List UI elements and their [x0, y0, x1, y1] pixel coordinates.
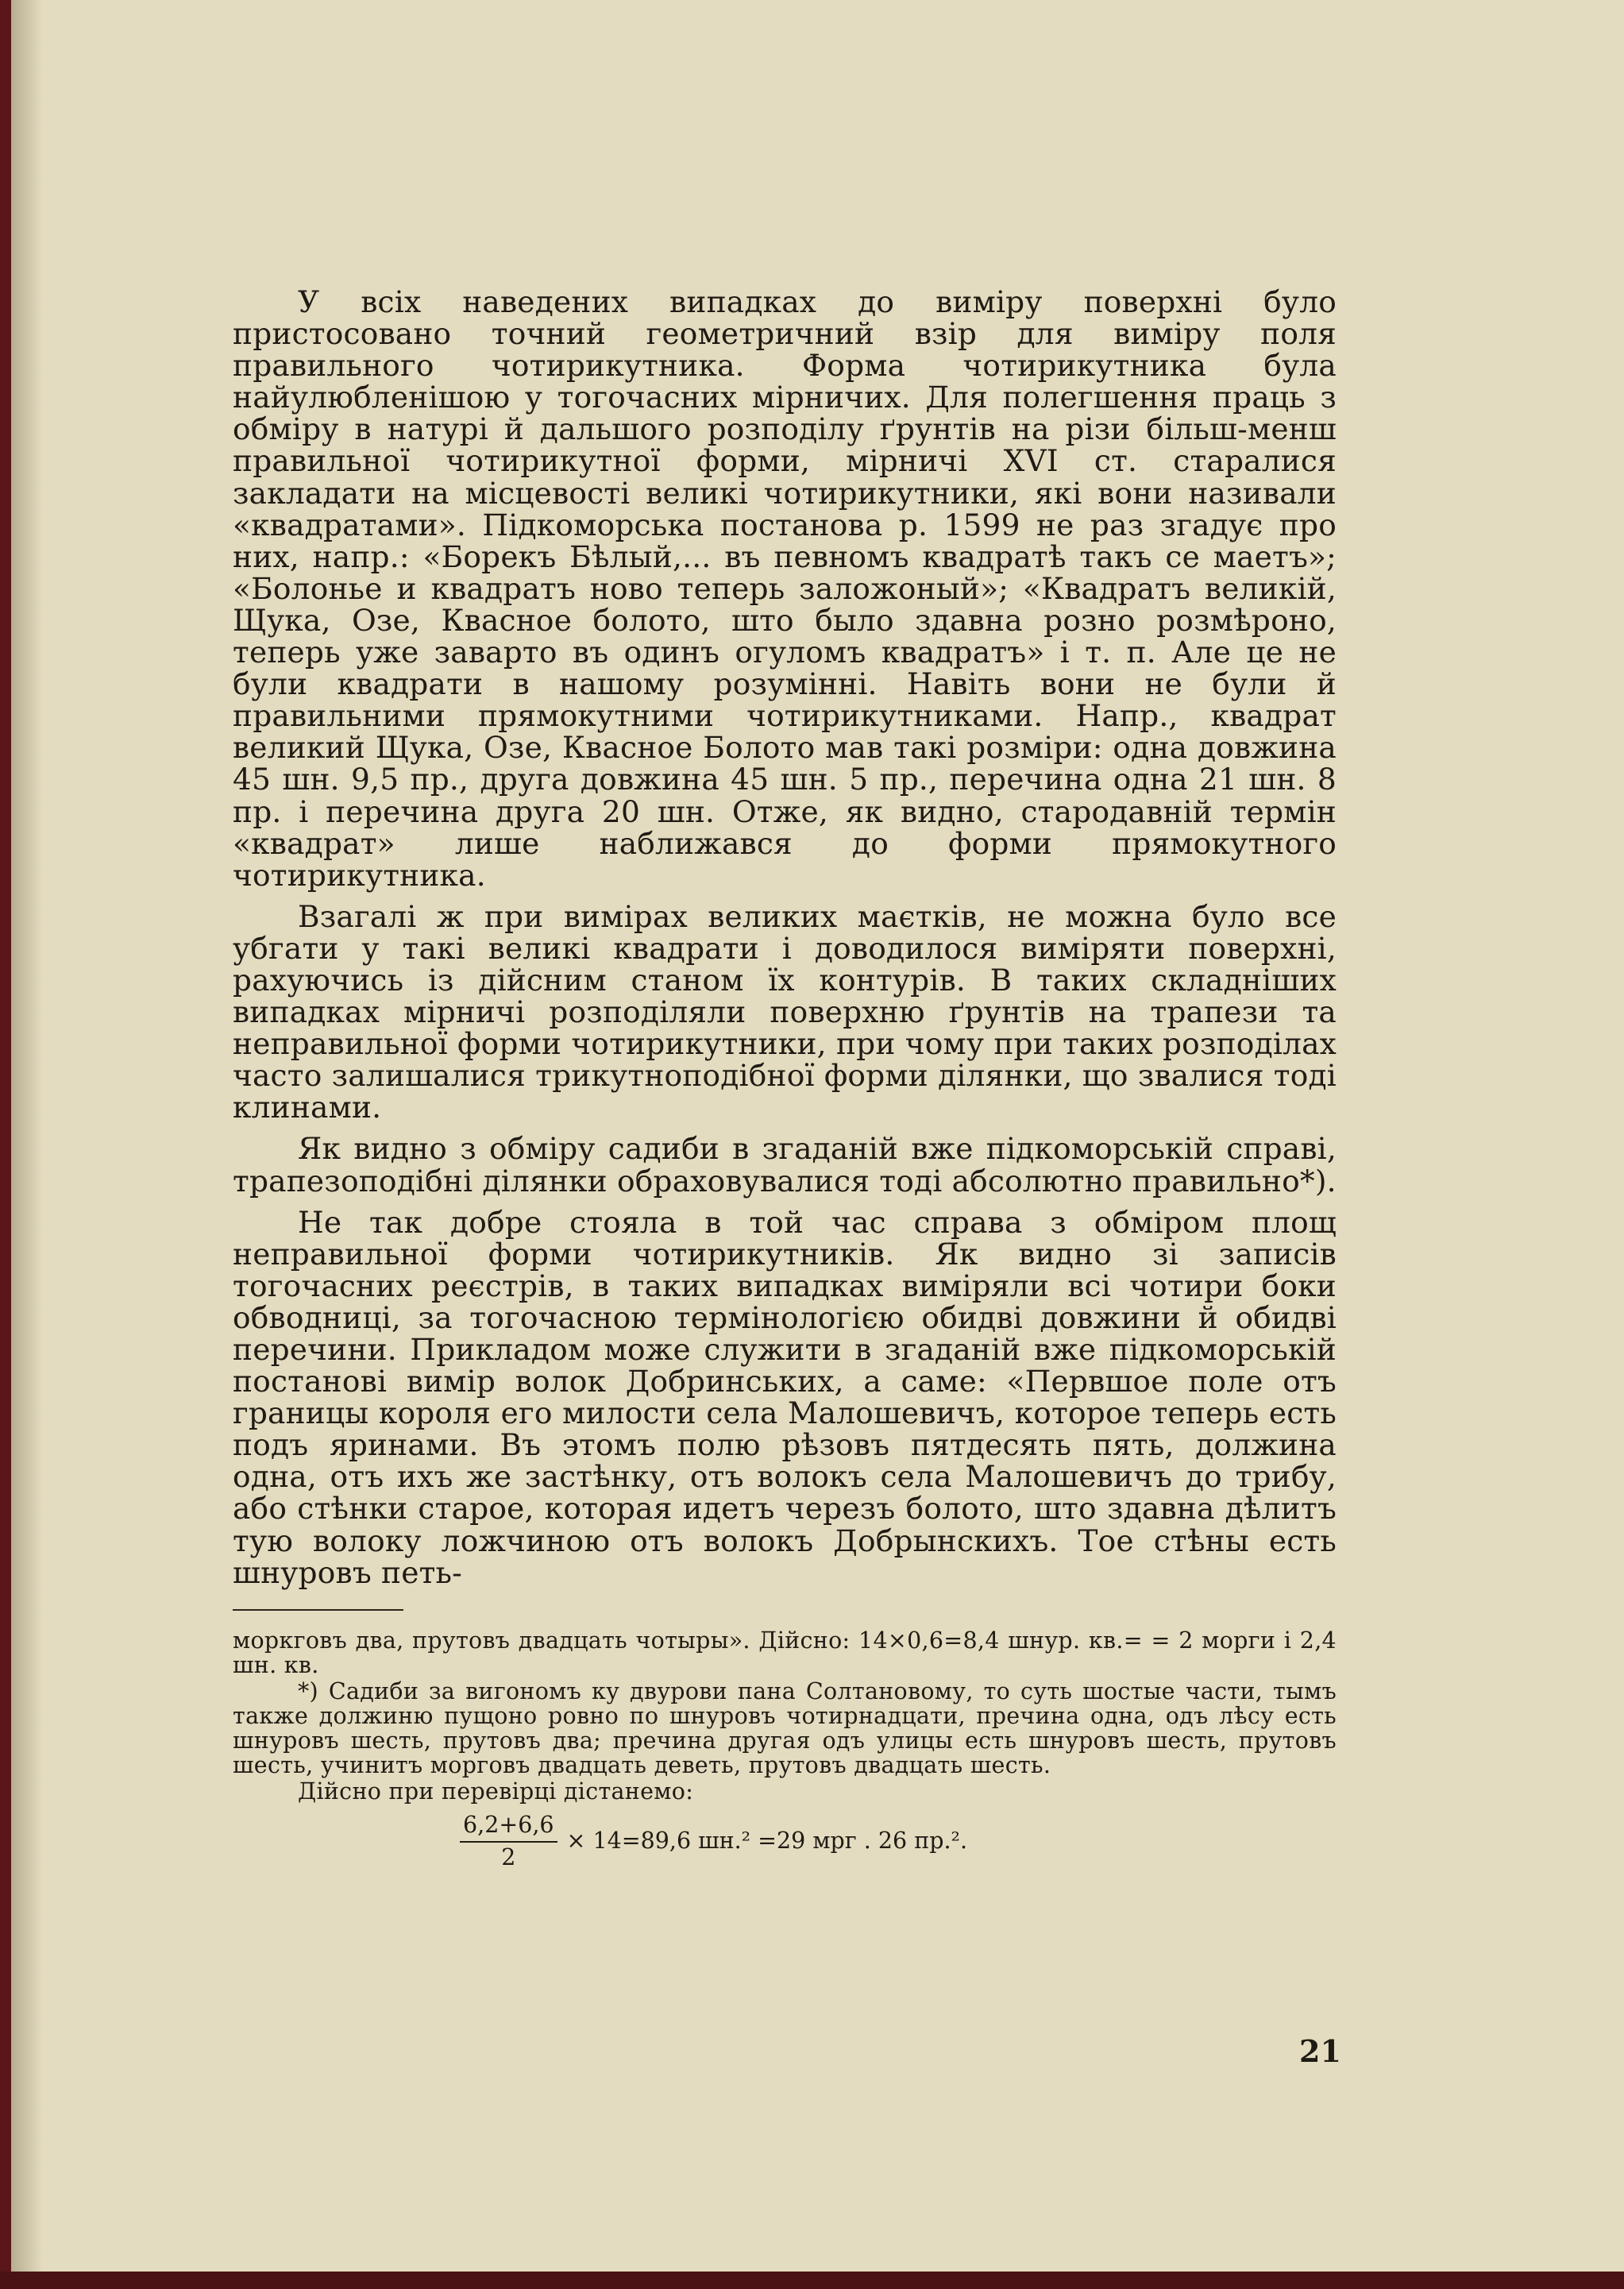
paragraph-2: Взагалі ж при вимірах великих маєтків, не можна було все убгати у такі великі квадрати і доводилося виміряти поверхні, рахуючись із дійсним станом їх контурів. В таких складніших випадках мірничі розподіляли поверхню ґрунтів на трапези та неправильної форми чотирикутники, при чому при таких розподілах часто залишалися трикутноподібної форми ділянки, що звалися тоді клинами.	[233, 898, 1337, 1125]
footnotes	[233, 1628, 1337, 1870]
page-content	[233, 286, 1337, 1870]
formula-rest: × 14=89,6 шн.² =29 мрг . 26 пр.².	[566, 1828, 968, 1855]
footnote-formula	[460, 1812, 1337, 1870]
page-number: 21	[1299, 2033, 1341, 2069]
footnote-check-intro: Дійсно при перевірці дістанемо:	[298, 1778, 694, 1805]
book-bottom-edge	[0, 2272, 1624, 2289]
body-text	[233, 286, 1337, 1588]
page-gutter-shadow	[11, 0, 43, 2289]
footnote-continuation: моркговъ два, прутовъ двадцать чотыры». Дійсно: 14×0,6=8,4 шнур. кв.= = 2 морги і 2,4 шн. кв.	[233, 1627, 1337, 1678]
book-spine-edge	[0, 0, 11, 2289]
formula-numerator: 6,2+6,6	[460, 1812, 557, 1843]
formula-denominator: 2	[501, 1843, 516, 1870]
paragraph-1: У всіх наведених випадках до виміру поверхні було пристосовано точний геометричний взір для виміру поля правильного чотирикутника. Форма чотирикутника була найулюбленішою у тогочасних мірничих. Для полегшення праць з обміру в натурі й дальшого розподілу ґрунтів на різи більш-менш правильної чотирикутної форми, мірничі XVI ст. старалися закладати на місцевості великі чотирикутники, які вони називали «квадратами». Підкоморська постанова р. 1599 не раз згадує про них, напр.: «Борекъ Бѣлый,... въ певномъ квадратѣ такъ се маетъ»; «Болонье и квадратъ ново теперь заложоный»; «Квадратъ великій, Щука, Озе, Квасное болото, што было здавна розно розмѣроно, теперь уже заварто въ одинъ огуломъ квадратъ» і т. п. Але це не були квадрати в нашому розумінні. Навіть вони не були й правильними прямокутними чотирикутниками. Напр., квадрат великий Щука, Озе, Квасное Болото мав такі розміри: одна довжина 45 шн. 9,5 пр., друга довжина 45 шн. 5 пр., перечина одна 21 шн. 8 пр. і перечина друга 20 шн. Отже, як видно, стародавній термін «квадрат» лише наближався до форми прямокутного чотирикутника.	[233, 284, 1337, 893]
paragraph-3: Як видно з обміру садиби в згаданій вже підкоморській справі, трапезоподібні ділянки обраховувалися тоді абсолютно правильно*).	[233, 1131, 1337, 1199]
footnote-divider	[233, 1609, 403, 1611]
paragraph-4: Не так добре стояла в той час справа з обміром площ неправильної форми чотирикутників. Як видно зі записів тогочасних реєстрів, в таких випадках виміряли всі чотири боки обводниці, за тогочасною термінологією обидві довжини й обидві перечини. Прикладом може служити в згаданій вже підкоморській постанові вимір волок Добринських, а саме: «Первшое поле отъ границы короля его милости села Малошевичъ, которое теперь есть подъ яринами. Въ этомъ полю рѣзовъ пятдесять пять, должина одна, отъ ихъ же застѣнку, отъ волокъ села Малошевичъ до трибу, або стѣнки старое, которая идетъ черезъ болото, што здавна дѣлитъ тую волоку ложчиною отъ волокъ Добрынскихъ. Тое стѣны есть шнуровъ петь-	[233, 1204, 1337, 1590]
footnote-star: *) Садиби за вигономъ ку двурови пана Солтановому, то суть шостые части, тымъ также должиню пущоно ровно по шнуровъ чотирнадцати, пречина одна, одъ лѣсу есть шнуровъ шесть, прутовъ два; пречина другая одъ улицы есть шнуровъ шесть, прутовъ шесть, учинитъ морговъ двадцать деветь, прутовъ двадцать шесть.	[233, 1677, 1337, 1778]
formula-fraction	[460, 1812, 557, 1870]
